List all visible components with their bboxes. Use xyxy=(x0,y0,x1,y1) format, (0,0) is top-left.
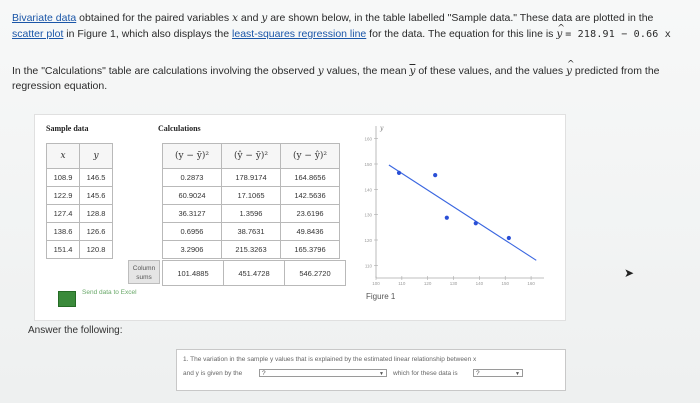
cell: 36.3127 xyxy=(163,205,222,223)
chevron-down-icon: ▼ xyxy=(515,371,520,377)
sample-data-label: Sample data xyxy=(46,124,89,133)
header-y: y xyxy=(80,144,113,169)
text: obtained for the paired variables xyxy=(76,12,233,24)
table-row xyxy=(163,169,340,187)
regression-equation: = 218.91 − 0.66 x xyxy=(565,29,671,40)
dropdown-value: ? xyxy=(262,370,266,377)
cell: 138.6 xyxy=(47,223,80,241)
cell: 49.8436 xyxy=(281,223,340,241)
calculations-label: Calculations xyxy=(158,124,201,133)
excel-icon[interactable] xyxy=(58,291,76,307)
var-x: x xyxy=(232,12,238,24)
x-tick-label: 110 xyxy=(398,281,406,286)
mouse-cursor-icon: ➤ xyxy=(624,266,635,280)
y-hat: ^ y xyxy=(556,28,562,40)
cell: 60.9024 xyxy=(163,187,222,205)
cell: 0.6956 xyxy=(163,223,222,241)
header-y-minus-yhat-sq: (y − ŷ)² xyxy=(281,144,340,169)
data-point xyxy=(397,171,401,175)
cell: 120.8 xyxy=(80,241,113,259)
var-y: y xyxy=(317,65,324,77)
y-tick-label: 150 xyxy=(364,162,372,167)
question-box xyxy=(176,349,566,391)
x-tick-label: 160 xyxy=(527,281,535,286)
dropdown-value: ? xyxy=(476,370,480,377)
cell: 128.8 xyxy=(80,205,113,223)
figure-label: Figure 1 xyxy=(366,292,396,301)
cell: 178.9174 xyxy=(222,169,281,187)
text: in Figure 1, which also displays the xyxy=(63,28,233,40)
table-row xyxy=(163,187,340,205)
y-tick-label: 160 xyxy=(364,136,372,142)
link-scatter-plot[interactable]: scatter plot xyxy=(12,28,64,40)
question-text-1: 1. The variation in the sample y values that is explained by the estimated linear relationship between x xyxy=(183,356,477,363)
cell: 215.3263 xyxy=(222,241,281,259)
y-tick-label: 110 xyxy=(364,263,372,269)
text: values, the mean xyxy=(323,65,410,77)
x-tick-label: 150 xyxy=(501,281,509,286)
calculations-table xyxy=(162,143,340,259)
text: and xyxy=(238,12,262,24)
cell: 3.2906 xyxy=(163,241,222,259)
table-row xyxy=(47,169,113,187)
data-point xyxy=(445,216,449,220)
cell: 122.9 xyxy=(47,187,80,205)
cell: 0.2873 xyxy=(163,169,222,187)
sum-cell: 546.2720 xyxy=(285,261,346,286)
x-tick-label: 100 xyxy=(372,281,380,286)
intro-paragraph-2 xyxy=(12,64,697,94)
text: are shown below, in the table labelled "Sample data." These data are plotted in the xyxy=(267,12,654,24)
table-row xyxy=(47,187,113,205)
x-tick-label: 130 xyxy=(449,281,458,286)
chevron-down-icon: ▼ xyxy=(379,371,384,377)
data-point xyxy=(507,236,511,240)
dropdown-measure[interactable] xyxy=(259,369,387,377)
cell: 142.5636 xyxy=(281,187,340,205)
sum-cell: 451.4728 xyxy=(224,261,285,286)
table-row xyxy=(163,205,340,223)
sample-data-table xyxy=(46,143,113,259)
cell: 145.6 xyxy=(80,187,113,205)
data-point xyxy=(433,173,437,177)
header-x: x xyxy=(47,144,80,169)
column-sums-label: Column sums xyxy=(128,260,160,284)
table-row xyxy=(47,205,113,223)
text: for the data. The equation for this line is xyxy=(366,28,557,40)
cell: 127.4 xyxy=(47,205,80,223)
table-row xyxy=(163,241,340,259)
text: In the "Calculations" table are calculations involving the observed xyxy=(12,65,318,77)
table-row xyxy=(47,223,113,241)
link-least-squares[interactable]: least-squares regression line xyxy=(232,28,367,40)
y-bar: $\overline{y}$ xyxy=(409,65,416,77)
x-tick-label: 140 xyxy=(475,281,484,286)
header-yhat-minus-ybar-sq: (ŷ − ȳ)² xyxy=(222,144,281,169)
table-row xyxy=(163,223,340,241)
header-y-minus-ybar-sq: (y − ȳ)² xyxy=(163,144,222,169)
question-text-2b: which for these data is xyxy=(393,370,458,377)
intro-paragraph-1 xyxy=(12,10,697,43)
cell: 1.3596 xyxy=(222,205,281,223)
cell: 108.9 xyxy=(47,169,80,187)
cell: 164.8656 xyxy=(281,169,340,187)
y-hat: ^ y xyxy=(566,65,572,77)
question-text-2a: and y is given by the xyxy=(183,370,243,377)
cell: 17.1065 xyxy=(222,187,281,205)
column-sums-row xyxy=(162,260,346,286)
data-point xyxy=(474,221,478,225)
x-tick-label: 120 xyxy=(423,281,432,286)
send-to-excel-link[interactable]: Send data to Excel xyxy=(82,289,137,296)
regression-line xyxy=(389,165,536,260)
answer-heading: Answer the following: xyxy=(28,325,123,336)
cell: 126.6 xyxy=(80,223,113,241)
sum-cell: 101.4885 xyxy=(163,261,224,286)
cell: 23.6196 xyxy=(281,205,340,223)
var-y: y xyxy=(261,12,268,24)
text: predicted from the regression equation. xyxy=(12,65,660,92)
y-axis-label: y xyxy=(380,125,384,132)
cell: 151.4 xyxy=(47,241,80,259)
y-tick-label: 140 xyxy=(364,187,372,193)
y-tick-label: 130 xyxy=(364,212,372,218)
figure-1-scatter-plot xyxy=(356,118,552,286)
cell: 38.7631 xyxy=(222,223,281,241)
y-tick-label: 120 xyxy=(364,238,372,243)
cell: 165.3796 xyxy=(281,241,340,259)
cell: 146.5 xyxy=(80,169,113,187)
link-bivariate-data[interactable]: Bivariate data xyxy=(12,12,77,24)
table-row xyxy=(47,241,113,259)
text: of these values, and the values xyxy=(415,65,567,77)
dropdown-value-select[interactable] xyxy=(473,369,523,377)
